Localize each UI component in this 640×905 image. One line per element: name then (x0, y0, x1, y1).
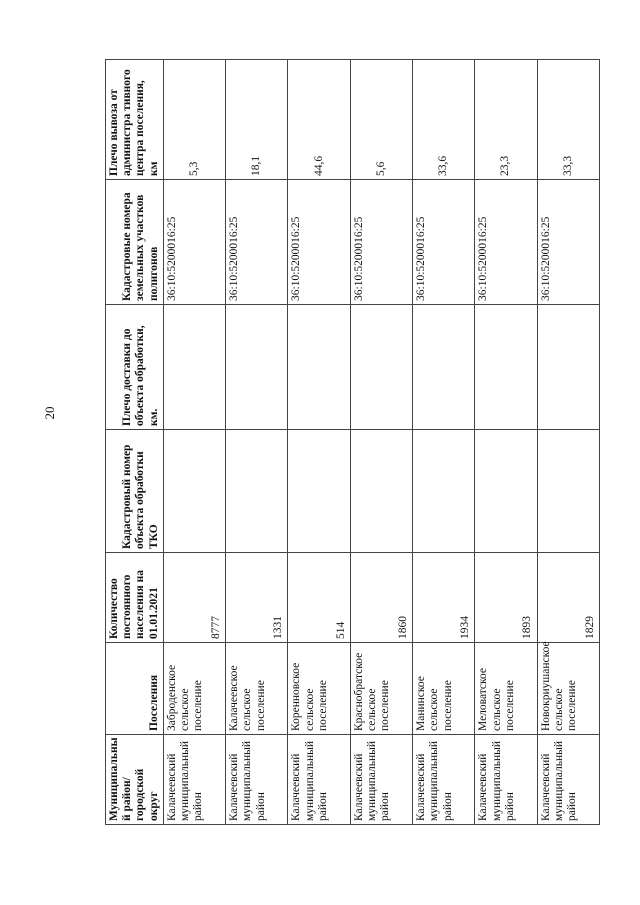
cell-delivery-distance (226, 305, 288, 430)
cell-delivery-distance (537, 305, 599, 430)
cell-landfill-cadastral: 36:10:5200016:25 (350, 180, 412, 305)
cell-district: Калачеевский муниципальный район (413, 735, 475, 825)
cell-haul-distance: 33,3 (537, 60, 599, 180)
cell-district: Калачеевский муниципальный район (350, 735, 412, 825)
cell-district: Калачеевский муниципальный район (163, 735, 225, 825)
cell-landfill-cadastral: 36:10:5200016:25 (537, 180, 599, 305)
cell-settlement: Меловатское сельское поселение (475, 643, 537, 735)
cell-district: Калачеевский муниципальный район (537, 735, 599, 825)
cell-landfill-cadastral: 36:10:5200016:25 (475, 180, 537, 305)
table-row (226, 60, 288, 825)
cell-delivery-distance (475, 305, 537, 430)
cell-district: Калачеевский муниципальный район (226, 735, 288, 825)
cell-processing-cadastral (226, 430, 288, 553)
cell-haul-distance: 33,6 (413, 60, 475, 180)
table-row (288, 60, 350, 825)
cell-haul-distance: 23,3 (475, 60, 537, 180)
cell-settlement: Манинское сельское поселение (413, 643, 475, 735)
cell-population: 1934 (413, 553, 475, 643)
cell-delivery-distance (288, 305, 350, 430)
table-header-row (106, 60, 164, 825)
table-row (163, 60, 225, 825)
cell-processing-cadastral (350, 430, 412, 553)
header-haul-distance: Плечо вывоза от администра тивного центра поселения, км (106, 60, 164, 180)
cell-district: Калачеевский муниципальный район (288, 735, 350, 825)
cell-processing-cadastral (537, 430, 599, 553)
table-row (350, 60, 412, 825)
cell-haul-distance: 5,3 (163, 60, 225, 180)
cell-population: 1860 (350, 553, 412, 643)
header-delivery-distance: Плечо доставки до объекта обработки, км. (106, 305, 164, 430)
cell-processing-cadastral (288, 430, 350, 553)
table-row (413, 60, 475, 825)
header-population: Количество постоянного населения на 01.01.2021 (106, 553, 164, 643)
cell-landfill-cadastral: 36:10:5200016:25 (163, 180, 225, 305)
cell-population: 8777 (163, 553, 225, 643)
header-settlement: Поселения (106, 643, 164, 735)
settlements-table (105, 59, 600, 825)
cell-district: Калачеевский муниципальный район (475, 735, 537, 825)
cell-processing-cadastral (475, 430, 537, 553)
cell-haul-distance: 44,6 (288, 60, 350, 180)
cell-population: 1893 (475, 553, 537, 643)
cell-delivery-distance (413, 305, 475, 430)
cell-delivery-distance (163, 305, 225, 430)
table-row (537, 60, 599, 825)
header-landfill-cadastral: Кадастровые номера земельных участков полигонов (106, 180, 164, 305)
cell-population: 1331 (226, 553, 288, 643)
table-row (475, 60, 537, 825)
cell-haul-distance: 18,1 (226, 60, 288, 180)
cell-settlement: Краснобратское сельское поселение (350, 643, 412, 735)
header-processing-cadastral: Кадастровый номер объекта обработки ТКО (106, 430, 164, 553)
page-number: 20 (42, 406, 57, 420)
cell-processing-cadastral (163, 430, 225, 553)
cell-population: 514 (288, 553, 350, 643)
header-district: Муниципальны й район/ городской округ (106, 735, 164, 825)
cell-population: 1829 (537, 553, 599, 643)
cell-settlement: Коренновское сельское поселение (288, 643, 350, 735)
cell-processing-cadastral (413, 430, 475, 553)
cell-settlement: Новокриушанское сельское поселение (537, 643, 599, 735)
cell-delivery-distance (350, 305, 412, 430)
cell-landfill-cadastral: 36:10:5200016:25 (226, 180, 288, 305)
cell-haul-distance: 5,6 (350, 60, 412, 180)
cell-settlement: Калачеевское сельское поселение (226, 643, 288, 735)
table-container (105, 60, 600, 825)
cell-settlement: Заброденское сельское поселение (163, 643, 225, 735)
cell-landfill-cadastral: 36:10:5200016:25 (413, 180, 475, 305)
cell-landfill-cadastral: 36:10:5200016:25 (288, 180, 350, 305)
